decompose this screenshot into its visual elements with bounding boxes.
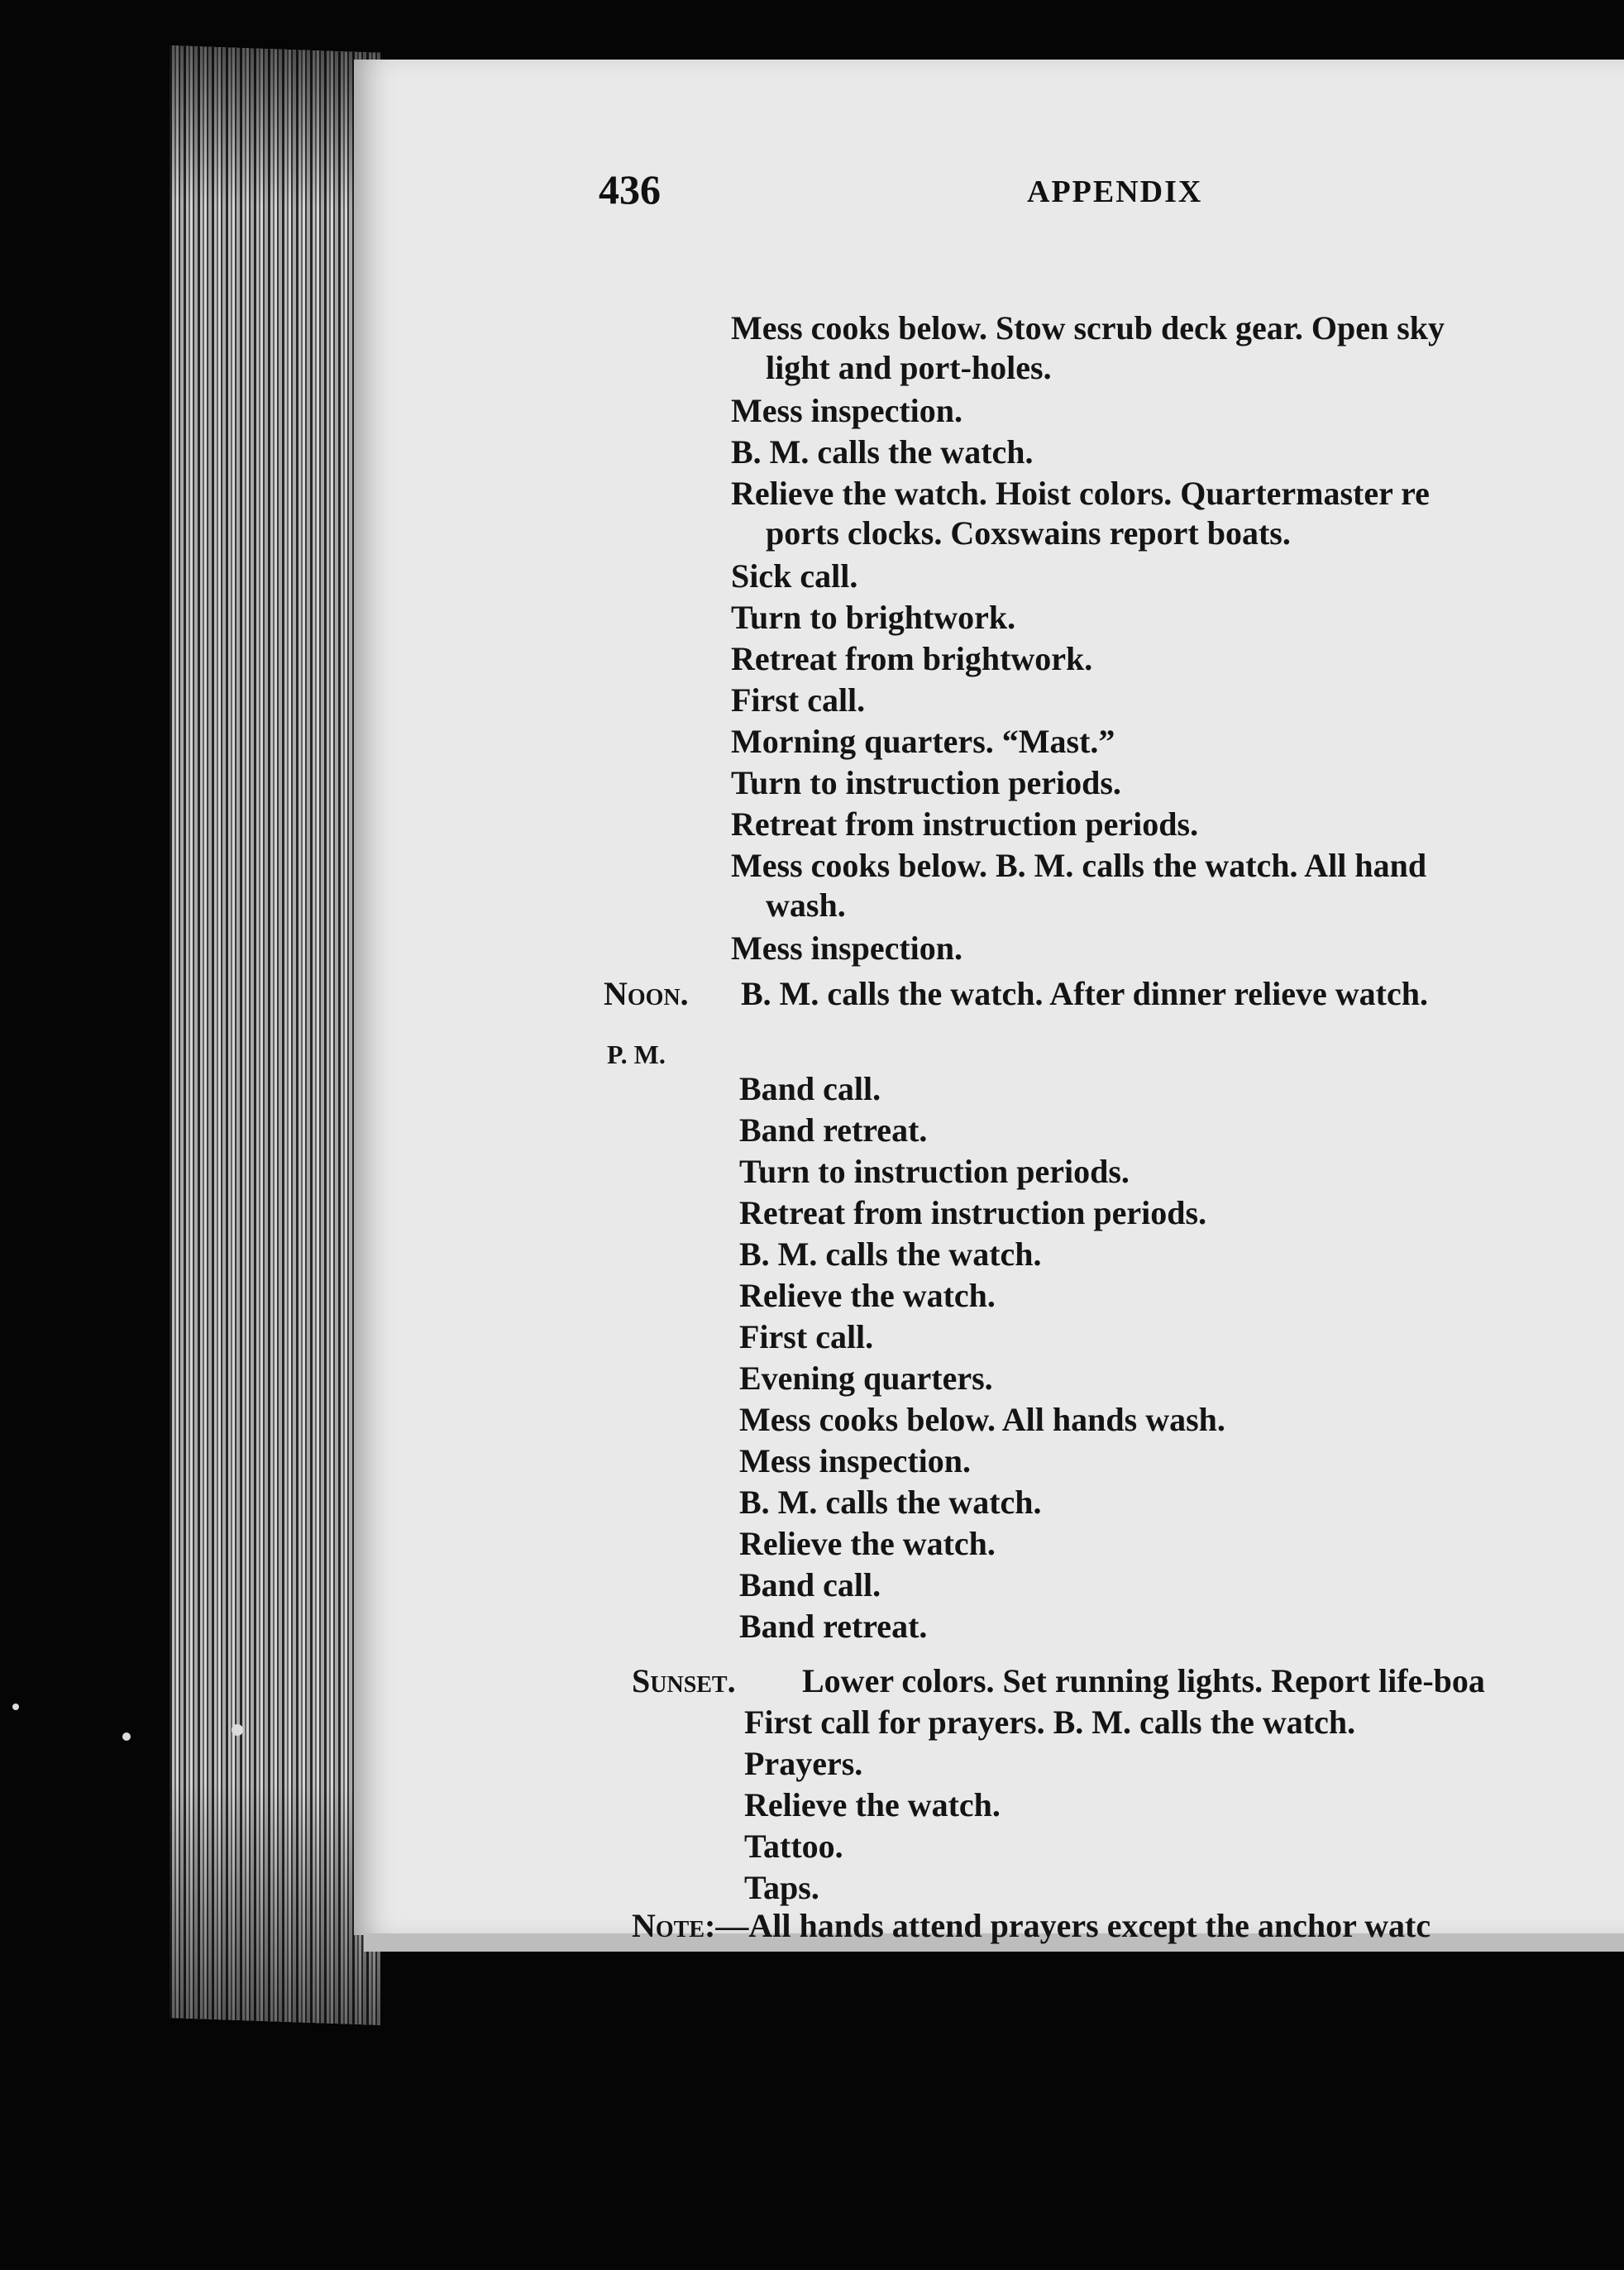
entry-text: Mess cooks below. Stow scrub deck gear. Open sky bbox=[731, 309, 1445, 346]
entry-text: Retreat from instruction periods. bbox=[739, 1194, 1207, 1231]
entry-text: Mess inspection. bbox=[731, 392, 962, 429]
note-line bbox=[632, 1906, 1431, 1945]
note-label: Note: bbox=[632, 1907, 716, 1944]
entry-text: Sick call. bbox=[731, 557, 858, 595]
entry-text: Band call. bbox=[739, 1070, 881, 1107]
entry-text: Turn to instruction periods. bbox=[739, 1153, 1130, 1190]
entry-text: Turn to brightwork. bbox=[731, 599, 1016, 636]
entry-text: Mess cooks below. All hands wash. bbox=[739, 1401, 1225, 1438]
entry-text: B. M. calls the watch. bbox=[731, 433, 1034, 471]
sunset-text: Lower colors. Set running lights. Report life-boa bbox=[802, 1662, 1485, 1699]
entry-continuation: wash. bbox=[766, 886, 846, 924]
entry-text: Retreat from brightwork. bbox=[731, 640, 1093, 677]
dust-speck bbox=[122, 1732, 131, 1741]
entry-text: Relieve the watch. bbox=[739, 1525, 996, 1562]
entry-continuation: light and port-holes. bbox=[766, 349, 1052, 386]
entry-text: B. M. calls the watch. bbox=[739, 1235, 1042, 1273]
note-text: —All hands attend prayers except the anchor watc bbox=[715, 1907, 1431, 1944]
book-page-edges bbox=[170, 45, 380, 2025]
entry-continuation: ports clocks. Coxswains report boats. bbox=[766, 514, 1291, 552]
entry-text: Mess inspection. bbox=[731, 930, 962, 967]
entry-text: Band call. bbox=[739, 1566, 881, 1603]
dust-speck bbox=[232, 1724, 243, 1736]
running-head: APPENDIX bbox=[1027, 174, 1203, 209]
entry-text: Mess cooks below. B. M. calls the watch. All hand bbox=[731, 847, 1427, 884]
entry-text: Taps. bbox=[744, 1869, 819, 1906]
page-number: 436 bbox=[599, 166, 661, 213]
entry-text: Morning quarters. “Mast.” bbox=[731, 723, 1115, 760]
entry-text: Band retreat. bbox=[739, 1608, 928, 1645]
entry-text: B. M. calls the watch. bbox=[739, 1484, 1042, 1521]
entry-text: Relieve the watch. bbox=[739, 1277, 996, 1314]
entry-text: First call. bbox=[731, 681, 866, 719]
entry-text: Mess inspection. bbox=[739, 1442, 971, 1479]
sunset-label: Sunset. bbox=[632, 1662, 736, 1699]
entry-text: Evening quarters. bbox=[739, 1360, 993, 1397]
dust-speck bbox=[12, 1704, 19, 1710]
entry-text: Retreat from instruction periods. bbox=[731, 805, 1199, 843]
entry-text: Prayers. bbox=[744, 1745, 863, 1782]
pm-label: P. M. bbox=[607, 1039, 666, 1069]
noon-label: Noon. bbox=[604, 975, 689, 1012]
entry-text: First call. bbox=[739, 1318, 874, 1355]
entry-text: Turn to instruction periods. bbox=[731, 764, 1121, 801]
entry-text: Relieve the watch. Hoist colors. Quartermaster re bbox=[731, 475, 1430, 512]
entry-text: First call for prayers. B. M. calls the watch. bbox=[744, 1704, 1356, 1741]
noon-text: B. M. calls the watch. After dinner relieve watch. bbox=[741, 975, 1428, 1012]
entry-text: Tattoo. bbox=[744, 1828, 843, 1865]
entry-text: Relieve the watch. bbox=[744, 1786, 1001, 1823]
entry-text: Band retreat. bbox=[739, 1111, 928, 1149]
